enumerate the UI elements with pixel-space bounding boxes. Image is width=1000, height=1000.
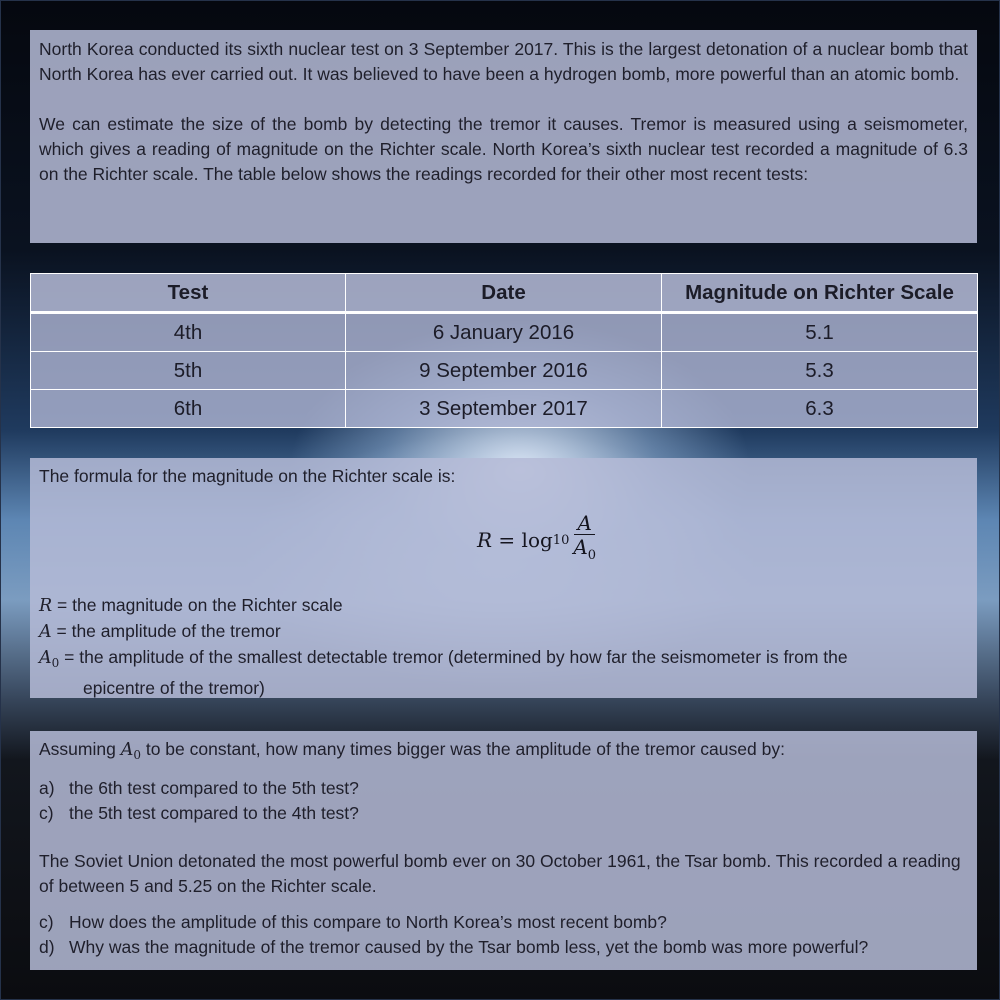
formula-denominator-symbol: A bbox=[573, 535, 588, 559]
formula-intro: The formula for the magnitude on the Richter scale is: bbox=[39, 466, 456, 486]
symbol-a0 bbox=[39, 648, 59, 668]
table-header-row bbox=[31, 274, 978, 313]
definition-a0 bbox=[39, 645, 964, 676]
definition-a bbox=[39, 619, 964, 645]
question-label: a) bbox=[39, 778, 55, 798]
question-text: the 6th test compared to the 5th test? bbox=[69, 778, 359, 798]
header-date: Date bbox=[346, 274, 662, 313]
formula-log: log bbox=[521, 527, 553, 552]
richter-formula bbox=[477, 512, 596, 568]
question-label: c) bbox=[39, 803, 54, 823]
formula-fraction bbox=[573, 512, 596, 568]
header-magnitude: Magnitude on Richter Scale bbox=[662, 274, 978, 313]
formula-panel bbox=[30, 458, 977, 698]
questions-panel bbox=[30, 731, 977, 970]
cell-magnitude: 5.3 bbox=[662, 352, 978, 390]
intro-paragraph-1: North Korea conducted its sixth nuclear test on 3 September 2017. This is the largest detonation of a nuclear bomb that North Korea has ever carried out. It was believed to have been a hydrogen bomb, more powerful than an atomic bomb. bbox=[39, 39, 968, 84]
question-lead bbox=[39, 737, 968, 768]
formula-numerator: A bbox=[574, 512, 594, 535]
symbol-a0-letter: A bbox=[39, 648, 52, 668]
soviet-paragraph: The Soviet Union detonated the most powerful bomb ever on 30 October 1961, the Tsar bomb. This recorded a reading of between 5 and 5.25 on the Richter scale. bbox=[39, 851, 961, 896]
question-item bbox=[39, 910, 968, 935]
cell-date: 9 September 2016 bbox=[346, 352, 662, 390]
cell-magnitude: 6.3 bbox=[662, 390, 978, 428]
question-text: Why was the magnitude of the tremor caused by the Tsar bomb less, yet the bomb was more powerful? bbox=[69, 937, 869, 957]
definition-a-text: = the amplitude of the tremor bbox=[51, 621, 281, 641]
question-label: d) bbox=[39, 937, 55, 957]
formula-lhs: R bbox=[477, 527, 493, 552]
definition-a0-text: = the amplitude of the smallest detectable tremor (determined by how far the seismometer is from the bbox=[59, 647, 848, 667]
formula-denominator-sub: 0 bbox=[587, 548, 597, 563]
formula-denominator bbox=[573, 535, 596, 568]
cell-test: 6th bbox=[31, 390, 346, 428]
cell-test: 4th bbox=[31, 313, 346, 352]
question-item bbox=[39, 935, 968, 960]
table-row bbox=[31, 352, 978, 390]
definition-a0-continuation: epicentre of the tremor) bbox=[83, 678, 265, 698]
header-test: Test bbox=[31, 274, 346, 313]
question-text: How does the amplitude of this compare to North Korea’s most recent bomb? bbox=[69, 912, 667, 932]
richter-table bbox=[30, 273, 978, 428]
question-label: c) bbox=[39, 912, 54, 932]
question-lead-start: Assuming bbox=[39, 739, 121, 759]
question-item bbox=[39, 776, 968, 801]
symbol-definitions bbox=[39, 593, 964, 701]
symbol-a0-sub: 0 bbox=[51, 656, 60, 670]
symbol-a0-inline-letter: A bbox=[120, 740, 134, 760]
question-text: the 5th test compared to the 4th test? bbox=[69, 803, 359, 823]
cell-date: 6 January 2016 bbox=[346, 313, 662, 352]
cell-date: 3 September 2017 bbox=[346, 390, 662, 428]
intro-paragraph-2: We can estimate the size of the bomb by detecting the tremor it causes. Tremor is measured using a seismometer, which gives a reading of magnitude on the Richter scale. North Korea’s sixth nuclear test recorded a magnitude of 6.3 on the Richter scale. The table below shows the readings recorded for their other most recent tests: bbox=[39, 114, 968, 184]
symbol-a: A bbox=[39, 622, 52, 642]
intro-panel bbox=[30, 30, 977, 243]
symbol-a0-inline-sub: 0 bbox=[133, 748, 141, 762]
question-lead-end: to be constant, how many times bigger was the amplitude of the tremor caused by: bbox=[140, 739, 785, 759]
formula-equals: = bbox=[498, 527, 516, 552]
definition-r-text: = the magnitude on the Richter scale bbox=[52, 595, 343, 615]
question-item bbox=[39, 801, 968, 826]
cell-magnitude: 5.1 bbox=[662, 313, 978, 352]
formula-log-base: 10 bbox=[552, 532, 570, 548]
table-row bbox=[31, 390, 978, 428]
symbol-a0-inline bbox=[121, 740, 141, 760]
table-row bbox=[31, 313, 978, 352]
definition-r bbox=[39, 593, 964, 619]
symbol-r: R bbox=[39, 596, 53, 616]
cell-test: 5th bbox=[31, 352, 346, 390]
